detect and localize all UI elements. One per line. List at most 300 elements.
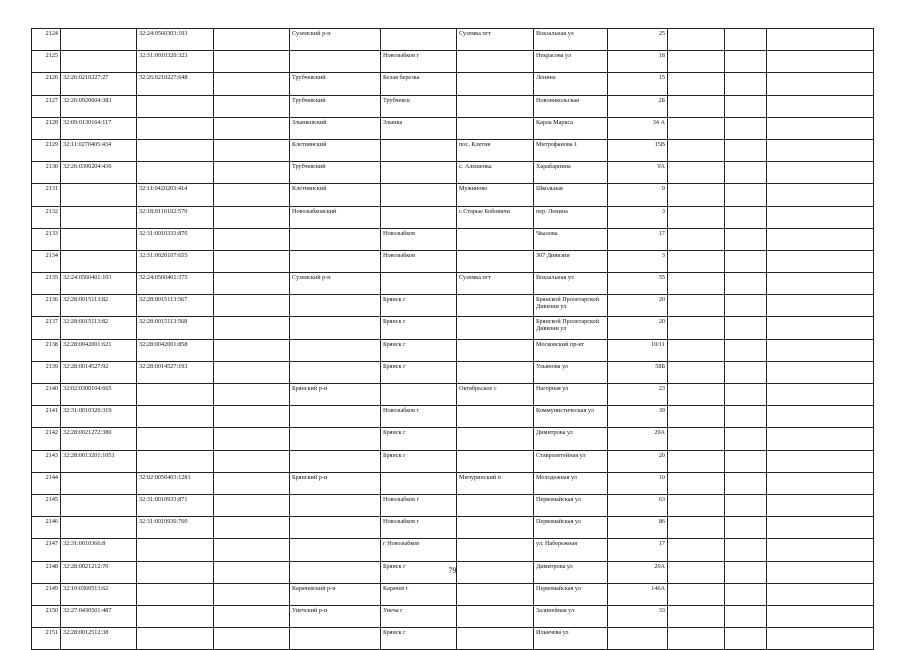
table-row xyxy=(32,273,874,295)
cadastral-number-cell xyxy=(61,517,137,539)
cadastral-number-cell xyxy=(61,206,137,228)
extra-cell xyxy=(214,228,290,250)
empty-cell-3 xyxy=(767,95,874,117)
city-cell: Новозыбков xyxy=(381,250,457,272)
district-cell: Трубчевский xyxy=(290,95,381,117)
empty-cell-1 xyxy=(668,139,725,161)
district-cell xyxy=(290,494,381,516)
empty-cell-1 xyxy=(668,317,725,339)
house-cell: 86 xyxy=(608,517,668,539)
cadastral-number-cell xyxy=(61,51,137,73)
city-cell: Брянск г xyxy=(381,339,457,361)
house-cell: 18 xyxy=(608,51,668,73)
city-cell: Брянск г xyxy=(381,450,457,472)
district-cell xyxy=(290,339,381,361)
row-number-cell: 2132 xyxy=(32,206,61,228)
empty-cell-1 xyxy=(668,184,725,206)
empty-cell-1 xyxy=(668,117,725,139)
district-cell: Суземский р-н xyxy=(290,29,381,51)
district-cell: Трубчевский xyxy=(290,162,381,184)
street-cell: Ставролетейная ул xyxy=(534,450,608,472)
street-cell: Залинейная ул xyxy=(534,605,608,627)
street-cell: Вокзальная ул xyxy=(534,273,608,295)
row-number-cell: 2130 xyxy=(32,162,61,184)
extra-cell xyxy=(214,73,290,95)
house-cell: 29А xyxy=(608,428,668,450)
empty-cell-3 xyxy=(767,450,874,472)
settlement-cell xyxy=(457,517,534,539)
empty-cell-2 xyxy=(725,250,767,272)
empty-cell-3 xyxy=(767,361,874,383)
street-cell: Митрофанова 1 xyxy=(534,139,608,161)
row-number-cell: 2124 xyxy=(32,29,61,51)
extra-cell xyxy=(214,628,290,650)
row-number-cell: 2128 xyxy=(32,117,61,139)
house-cell: 25 xyxy=(608,29,668,51)
empty-cell-1 xyxy=(668,95,725,117)
district-cell xyxy=(290,250,381,272)
empty-cell-3 xyxy=(767,139,874,161)
city-cell xyxy=(381,162,457,184)
street-cell: Нагорная ул xyxy=(534,384,608,406)
settlement-cell xyxy=(457,406,534,428)
row-number-cell: 2134 xyxy=(32,250,61,272)
city-cell: Трубчевск xyxy=(381,95,457,117)
object-cadastral-number-cell: 32:31:0020107:655 xyxy=(137,250,214,272)
cadastral-number-cell: 32:28:0015113:82 xyxy=(61,295,137,317)
cadastral-number-cell: 32:28:0042001:621 xyxy=(61,339,137,361)
city-cell: Брянск г xyxy=(381,295,457,317)
empty-cell-2 xyxy=(725,339,767,361)
extra-cell xyxy=(214,472,290,494)
object-cadastral-number-cell: 32:28:0042001:858 xyxy=(137,339,214,361)
empty-cell-2 xyxy=(725,117,767,139)
district-cell xyxy=(290,450,381,472)
street-cell: Первомайская ул xyxy=(534,583,608,605)
cadastral-number-cell: 32:31:0010366:8 xyxy=(61,539,137,561)
house-cell: 15 xyxy=(608,73,668,95)
object-cadastral-number-cell: 32:28:0015113:567 xyxy=(137,295,214,317)
street-cell: Некрасова ул xyxy=(534,51,608,73)
cadastral-number-cell xyxy=(61,472,137,494)
object-cadastral-number-cell: 32:31:0010333:870 xyxy=(137,228,214,250)
empty-cell-2 xyxy=(725,95,767,117)
cadastral-number-cell: 32:28:0014527:92 xyxy=(61,361,137,383)
city-cell: Карачев г xyxy=(381,583,457,605)
extra-cell xyxy=(214,494,290,516)
city-cell: Злынка xyxy=(381,117,457,139)
settlement-cell xyxy=(457,361,534,383)
street-cell: Чкалова xyxy=(534,228,608,250)
street-cell: Карла Маркса xyxy=(534,117,608,139)
row-number-cell: 2136 xyxy=(32,295,61,317)
empty-cell-1 xyxy=(668,406,725,428)
street-cell: Школьная xyxy=(534,184,608,206)
object-cadastral-number-cell: 32:28:0015113:568 xyxy=(137,317,214,339)
table-row xyxy=(32,472,874,494)
empty-cell-1 xyxy=(668,162,725,184)
house-cell: 20 xyxy=(608,295,668,317)
empty-cell-2 xyxy=(725,184,767,206)
extra-cell xyxy=(214,406,290,428)
empty-cell-3 xyxy=(767,517,874,539)
row-number-cell: 2127 xyxy=(32,95,61,117)
house-cell: 20 xyxy=(608,317,668,339)
table-row xyxy=(32,428,874,450)
empty-cell-1 xyxy=(668,450,725,472)
empty-cell-2 xyxy=(725,139,767,161)
extra-cell xyxy=(214,139,290,161)
empty-cell-1 xyxy=(668,228,725,250)
district-cell: Новозыбковский xyxy=(290,206,381,228)
city-cell: Новозыбков г xyxy=(381,517,457,539)
settlement-cell xyxy=(457,250,534,272)
cadastral-number-cell: 32:26:0210227:27 xyxy=(61,73,137,95)
object-cadastral-number-cell xyxy=(137,450,214,472)
empty-cell-2 xyxy=(725,428,767,450)
object-cadastral-number-cell xyxy=(137,583,214,605)
street-cell: пер. Ленина xyxy=(534,206,608,228)
row-number-cell: 2151 xyxy=(32,628,61,650)
settlement-cell xyxy=(457,494,534,516)
empty-cell-3 xyxy=(767,472,874,494)
settlement-cell: пос. Клетня xyxy=(457,139,534,161)
empty-cell-2 xyxy=(725,73,767,95)
page-number: 79 xyxy=(448,566,457,575)
street-cell: Димитрова ул xyxy=(534,428,608,450)
empty-cell-2 xyxy=(725,605,767,627)
table-row xyxy=(32,450,874,472)
empty-cell-3 xyxy=(767,51,874,73)
house-cell: 29А xyxy=(608,561,668,583)
object-cadastral-number-cell xyxy=(137,539,214,561)
table-row xyxy=(32,73,874,95)
house-cell: 3 xyxy=(608,250,668,272)
object-cadastral-number-cell: 32:26:0210227:648 xyxy=(137,73,214,95)
extra-cell xyxy=(214,539,290,561)
house-cell: 63 xyxy=(608,494,668,516)
extra-cell xyxy=(214,605,290,627)
empty-cell-2 xyxy=(725,228,767,250)
settlement-cell xyxy=(457,117,534,139)
table-row xyxy=(32,517,874,539)
cadastral-number-cell: 32:28:0021272:380 xyxy=(61,428,137,450)
empty-cell-2 xyxy=(725,406,767,428)
settlement-cell xyxy=(457,73,534,95)
table-row xyxy=(32,206,874,228)
empty-cell-1 xyxy=(668,250,725,272)
street-cell: Ленина xyxy=(534,73,608,95)
extra-cell xyxy=(214,273,290,295)
object-cadastral-number-cell xyxy=(137,628,214,650)
empty-cell-2 xyxy=(725,472,767,494)
row-number-cell: 2126 xyxy=(32,73,61,95)
city-cell: Брянск г xyxy=(381,628,457,650)
empty-cell-3 xyxy=(767,273,874,295)
row-number-cell: 2149 xyxy=(32,583,61,605)
house-cell: 10/11 xyxy=(608,339,668,361)
city-cell xyxy=(381,184,457,206)
empty-cell-2 xyxy=(725,206,767,228)
settlement-cell xyxy=(457,317,534,339)
table-row xyxy=(32,406,874,428)
empty-cell-1 xyxy=(668,494,725,516)
district-cell: Злынковский xyxy=(290,117,381,139)
empty-cell-1 xyxy=(668,539,725,561)
row-number-cell: 2145 xyxy=(32,494,61,516)
object-cadastral-number-cell: 32:31:0010320:323 xyxy=(137,51,214,73)
row-number-cell: 2144 xyxy=(32,472,61,494)
row-number-cell: 2133 xyxy=(32,228,61,250)
extra-cell xyxy=(214,295,290,317)
settlement-cell xyxy=(457,450,534,472)
street-cell: Харабарнина xyxy=(534,162,608,184)
extra-cell xyxy=(214,450,290,472)
row-number-cell: 2125 xyxy=(32,51,61,73)
empty-cell-2 xyxy=(725,628,767,650)
district-cell xyxy=(290,51,381,73)
city-cell: г Новозыбков xyxy=(381,539,457,561)
settlement-cell xyxy=(457,583,534,605)
row-number-cell: 2140 xyxy=(32,384,61,406)
empty-cell-2 xyxy=(725,51,767,73)
city-cell: Новозыбков xyxy=(381,228,457,250)
row-number-cell: 2135 xyxy=(32,273,61,295)
empty-cell-2 xyxy=(725,317,767,339)
city-cell: Новозыбков г xyxy=(381,494,457,516)
register-table-body xyxy=(32,29,874,650)
empty-cell-3 xyxy=(767,583,874,605)
cadastral-number-cell xyxy=(61,184,137,206)
house-cell: 146А xyxy=(608,583,668,605)
empty-cell-3 xyxy=(767,29,874,51)
table-row xyxy=(32,361,874,383)
register-table xyxy=(31,28,874,650)
settlement-cell xyxy=(457,605,534,627)
house-cell: 2Б xyxy=(608,95,668,117)
row-number-cell: 2142 xyxy=(32,428,61,450)
empty-cell-3 xyxy=(767,250,874,272)
empty-cell-3 xyxy=(767,384,874,406)
table-row xyxy=(32,184,874,206)
settlement-cell xyxy=(457,51,534,73)
cadastral-number-cell: 32:11:0270405:434 xyxy=(61,139,137,161)
empty-cell-2 xyxy=(725,361,767,383)
house-cell: 9 xyxy=(608,184,668,206)
city-cell xyxy=(381,139,457,161)
object-cadastral-number-cell: 32:11:0420203:414 xyxy=(137,184,214,206)
row-number-cell: 2139 xyxy=(32,361,61,383)
empty-cell-3 xyxy=(767,406,874,428)
empty-cell-3 xyxy=(767,184,874,206)
extra-cell xyxy=(214,95,290,117)
house-cell: 58Б xyxy=(608,361,668,383)
object-cadastral-number-cell xyxy=(137,117,214,139)
table-row xyxy=(32,95,874,117)
empty-cell-1 xyxy=(668,583,725,605)
district-cell xyxy=(290,406,381,428)
house-cell: 17 xyxy=(608,228,668,250)
empty-cell-2 xyxy=(725,29,767,51)
object-cadastral-number-cell xyxy=(137,162,214,184)
cadastral-number-cell: 32:09:0130164:117 xyxy=(61,117,137,139)
empty-cell-3 xyxy=(767,317,874,339)
empty-cell-2 xyxy=(725,494,767,516)
row-number-cell: 2146 xyxy=(32,517,61,539)
house-cell: 9А xyxy=(608,162,668,184)
extra-cell xyxy=(214,51,290,73)
empty-cell-3 xyxy=(767,628,874,650)
cadastral-number-cell: 32:28:0015113:82 xyxy=(61,317,137,339)
district-cell: Клетнянский xyxy=(290,184,381,206)
table-row xyxy=(32,29,874,51)
street-cell: Первомайская ул xyxy=(534,494,608,516)
empty-cell-1 xyxy=(668,628,725,650)
cadastral-number-cell: 32:28:0012512:38 xyxy=(61,628,137,650)
district-cell xyxy=(290,628,381,650)
district-cell: Суземский р-н xyxy=(290,273,381,295)
empty-cell-3 xyxy=(767,339,874,361)
city-cell xyxy=(381,273,457,295)
extra-cell xyxy=(214,339,290,361)
settlement-cell xyxy=(457,628,534,650)
extra-cell xyxy=(214,517,290,539)
extra-cell xyxy=(214,428,290,450)
settlement-cell: Суземка пгт xyxy=(457,29,534,51)
empty-cell-1 xyxy=(668,384,725,406)
row-number-cell: 2138 xyxy=(32,339,61,361)
empty-cell-1 xyxy=(668,517,725,539)
table-row xyxy=(32,628,874,650)
settlement-cell xyxy=(457,428,534,450)
street-cell: Брянской Пролетарской Дивизии ул xyxy=(534,295,608,317)
table-row xyxy=(32,384,874,406)
street-cell: Ильичева ул xyxy=(534,628,608,650)
house-cell: 17 xyxy=(608,539,668,561)
district-cell: Карачевский р-н xyxy=(290,583,381,605)
table-row xyxy=(32,228,874,250)
settlement-cell: Суземка пгт xyxy=(457,273,534,295)
house-cell: 55 xyxy=(608,273,668,295)
settlement-cell: с.Старые Бобовичи xyxy=(457,206,534,228)
empty-cell-3 xyxy=(767,539,874,561)
house-cell: 10 xyxy=(608,472,668,494)
district-cell: Брянский р-н xyxy=(290,384,381,406)
district-cell xyxy=(290,539,381,561)
city-cell xyxy=(381,384,457,406)
settlement-cell: Мужиново xyxy=(457,184,534,206)
district-cell xyxy=(290,361,381,383)
settlement-cell: Октябрьское с xyxy=(457,384,534,406)
settlement-cell: с. Алешенка xyxy=(457,162,534,184)
object-cadastral-number-cell xyxy=(137,139,214,161)
district-cell xyxy=(290,517,381,539)
extra-cell xyxy=(214,162,290,184)
street-cell: Брянской Пролетарской Дивизии ул xyxy=(534,317,608,339)
settlement-cell xyxy=(457,295,534,317)
empty-cell-1 xyxy=(668,339,725,361)
district-cell: Клетнянский xyxy=(290,139,381,161)
house-cell xyxy=(608,628,668,650)
object-cadastral-number-cell xyxy=(137,384,214,406)
table-row xyxy=(32,295,874,317)
city-cell: Новозыбков г xyxy=(381,51,457,73)
street-cell: Первомайская ул xyxy=(534,517,608,539)
street-cell: Ульянова ул xyxy=(534,361,608,383)
empty-cell-2 xyxy=(725,273,767,295)
row-number-cell: 2143 xyxy=(32,450,61,472)
settlement-cell xyxy=(457,228,534,250)
object-cadastral-number-cell: 32:02:0050403:1281 xyxy=(137,472,214,494)
city-cell: Брянск г xyxy=(381,317,457,339)
district-cell xyxy=(290,295,381,317)
empty-cell-3 xyxy=(767,494,874,516)
empty-cell-1 xyxy=(668,51,725,73)
empty-cell-2 xyxy=(725,384,767,406)
district-cell xyxy=(290,317,381,339)
row-number-cell: 2148 xyxy=(32,561,61,583)
empty-cell-1 xyxy=(668,29,725,51)
row-number-cell: 2137 xyxy=(32,317,61,339)
empty-cell-1 xyxy=(668,273,725,295)
object-cadastral-number-cell: 32:31:0010936:760 xyxy=(137,517,214,539)
city-cell xyxy=(381,29,457,51)
city-cell: Брянск г xyxy=(381,561,457,583)
cadastral-number-cell xyxy=(61,29,137,51)
city-cell: Брянск г xyxy=(381,428,457,450)
empty-cell-1 xyxy=(668,472,725,494)
extra-cell xyxy=(214,29,290,51)
cadastral-number-cell: 32:28:0013201:1051 xyxy=(61,450,137,472)
cadastral-number-cell: 32:27:0430501:487 xyxy=(61,605,137,627)
city-cell: Белая березка xyxy=(381,73,457,95)
house-cell: 33 xyxy=(608,605,668,627)
extra-cell xyxy=(214,117,290,139)
settlement-cell: Мичуринский п xyxy=(457,472,534,494)
empty-cell-3 xyxy=(767,162,874,184)
cadastral-number-cell xyxy=(61,228,137,250)
district-cell: Брянский р-н xyxy=(290,472,381,494)
object-cadastral-number-cell xyxy=(137,428,214,450)
street-cell: Димитрова ул xyxy=(534,561,608,583)
empty-cell-2 xyxy=(725,162,767,184)
table-row xyxy=(32,139,874,161)
empty-cell-3 xyxy=(767,73,874,95)
cadastral-number-cell: 32:28:0021212:70 xyxy=(61,561,137,583)
house-cell: 15В xyxy=(608,139,668,161)
street-cell: 307 Дивизии xyxy=(534,250,608,272)
settlement-cell xyxy=(457,539,534,561)
empty-cell-1 xyxy=(668,361,725,383)
row-number-cell: 2141 xyxy=(32,406,61,428)
street-cell: Московский пр-кт xyxy=(534,339,608,361)
table-row xyxy=(32,605,874,627)
cadastral-number-cell: 32:10:0360513:62 xyxy=(61,583,137,605)
house-cell: 39 xyxy=(608,406,668,428)
city-cell: Новозыбков г xyxy=(381,406,457,428)
object-cadastral-number-cell: 32:24:0560303:193 xyxy=(137,29,214,51)
table-row xyxy=(32,317,874,339)
empty-cell-1 xyxy=(668,295,725,317)
object-cadastral-number-cell: 32:28:0014527:193 xyxy=(137,361,214,383)
house-cell: 23 xyxy=(608,384,668,406)
street-cell: Новоникольская xyxy=(534,95,608,117)
object-cadastral-number-cell xyxy=(137,95,214,117)
city-cell xyxy=(381,206,457,228)
district-cell: Трубчевский xyxy=(290,73,381,95)
row-number-cell: 2131 xyxy=(32,184,61,206)
extra-cell xyxy=(214,384,290,406)
